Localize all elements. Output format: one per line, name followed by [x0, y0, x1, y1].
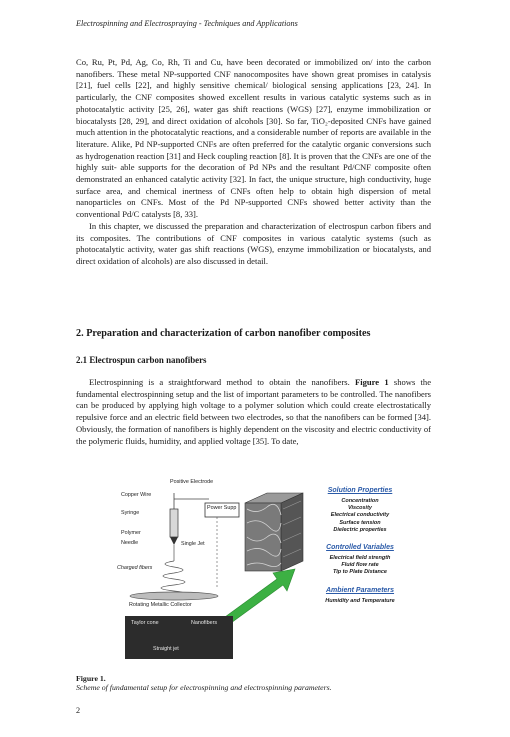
body-text-top [76, 57, 431, 268]
syringe-icon [170, 509, 178, 537]
label-polymer: Polymer [121, 530, 141, 536]
param-item: Dielectric properties [333, 526, 387, 533]
param-item: Humidity and Temperature [325, 597, 395, 604]
parameter-list [313, 487, 407, 605]
controlled-variables-title: Controlled Variables [326, 544, 394, 552]
paragraph-3-rest: shows the fundamental electrospinning setup and the list of important parameters to be controlled. The nanofibers can be produced by applying high voltage to a polymer solution which could create electrostatically repulsive force and an electric field between two electrodes, so that the nanofibers can be formed [34]. Obviously, the formation of nanofibers is highly dependent on the viscosity and electric conductivity of the polymeric fluids, humidity, and applied voltage [35]. To date, [76, 377, 431, 446]
param-item: Fluid flow rate [341, 562, 379, 569]
param-item: Surface tension [339, 519, 381, 526]
figure-1 [117, 479, 401, 663]
needle-icon [170, 537, 178, 545]
param-item: Tip to Plate Distance [333, 569, 387, 576]
paragraph-3 [76, 377, 431, 447]
label-collector: Rotating Metallic Collector [129, 602, 192, 608]
label-copper-wire: Copper Wire [121, 492, 152, 498]
section-heading: 2. Preparation and characterization of carbon nanofiber composites [76, 328, 371, 339]
label-taylor-cone: Taylor cone [131, 620, 159, 626]
paragraph-2: In this chapter, we discussed the preparation and characterization of electrospun carbon fibers and its composites. The contributions of CNF composites in various catalytic systems (such as photocatalytic activity, water gas shift reactions (WGS), enzyme immobilization or biocatalysts, and direct oxidation of alcohols) are also discussed in detail. [76, 220, 431, 266]
label-charged-fibers: Charged fibers [117, 565, 153, 571]
label-nanofibers: Nanofibers [191, 620, 218, 626]
paragraph-3-start: Electrospinning is a straightforward method to obtain the nanofibers. [89, 377, 356, 387]
body-text-bottom [76, 377, 431, 447]
label-needle: Needle [121, 540, 139, 546]
solution-properties-title: Solution Properties [327, 487, 393, 494]
label-positive-electrode: Positive Electrode [170, 479, 214, 485]
subsection-heading: 2.1 Electrospun carbon nanofibers [76, 355, 207, 365]
param-item: Concentration [341, 498, 379, 504]
label-single-jet: Single Jet [181, 541, 205, 547]
charged-fiber-spiral [161, 561, 187, 597]
label-power-supply: Power Supp [207, 505, 237, 511]
sem-micrograph [125, 616, 233, 659]
paragraph-1: Co, Ru, Pt, Pd, Ag, Co, Rh, Ti and Cu, have been decorated or immobilized on/ into the carbon nanofibers. These metal NP-supported CNF nanocomposites have shown great promises in catalysis [21], fuel cells [22], and highly sensitive chemical/ biological sensing applications [23, 24]. In particularly, the CNF composites showed excellent results in various catalytic systems such as in photocatalytic activity [25, 26], water gas shift reactions (WGS) [27], enzyme immobilization or biocatalysts [28, 29], and direct oxidation of alcohols [30]. So far, TiO₂-deposited CNFs have gained much attention in the photocatalytic reactions, and a considerable number of reports are available in the literature. Alike, Pd NP-supported CNFs are often preferred for the catalytic organic conversions such as hydrogenation reaction [31] and Heck coupling reaction [8]. It is proven that the CNFs are one of the highly suit- able supports for the decoration of Pd NPs and the resultant Pd/CNF composite often demonstrated an enhanced catalytic activity [32]. In fact, the unique structure, high conductivity, huge surface area, and chemical inertness of CNFs often help to obtain high dispersion of metal nanoparticles on CNFs. Most of the Pd NP-supported CNFs showed better activity than the conventional Pd/C catalysts [8, 33]. [76, 57, 431, 220]
page-number: 2 [76, 706, 81, 715]
param-item: Viscosity [348, 505, 372, 512]
label-straight-jet: Straight jet [153, 646, 179, 652]
figure-caption-title: Figure 1. [76, 674, 106, 683]
param-item: Electrical field strength [329, 555, 391, 562]
figure-caption-description: Scheme of fundamental setup for electrospinning and electrospinning parameters. [76, 683, 332, 692]
rotating-collector [130, 592, 218, 600]
figure-reference-link[interactable]: Figure 1 [355, 377, 389, 387]
process-arrow [225, 569, 295, 623]
nanofiber-mat-cube [245, 493, 303, 571]
label-syringe: Syringe [121, 510, 140, 516]
running-header: Electrospinning and Electrospraying - Techniques and Applications [76, 19, 298, 28]
ambient-parameters-title: Ambient Parameters [325, 586, 395, 594]
param-item: Electrical conductivity [330, 512, 390, 519]
